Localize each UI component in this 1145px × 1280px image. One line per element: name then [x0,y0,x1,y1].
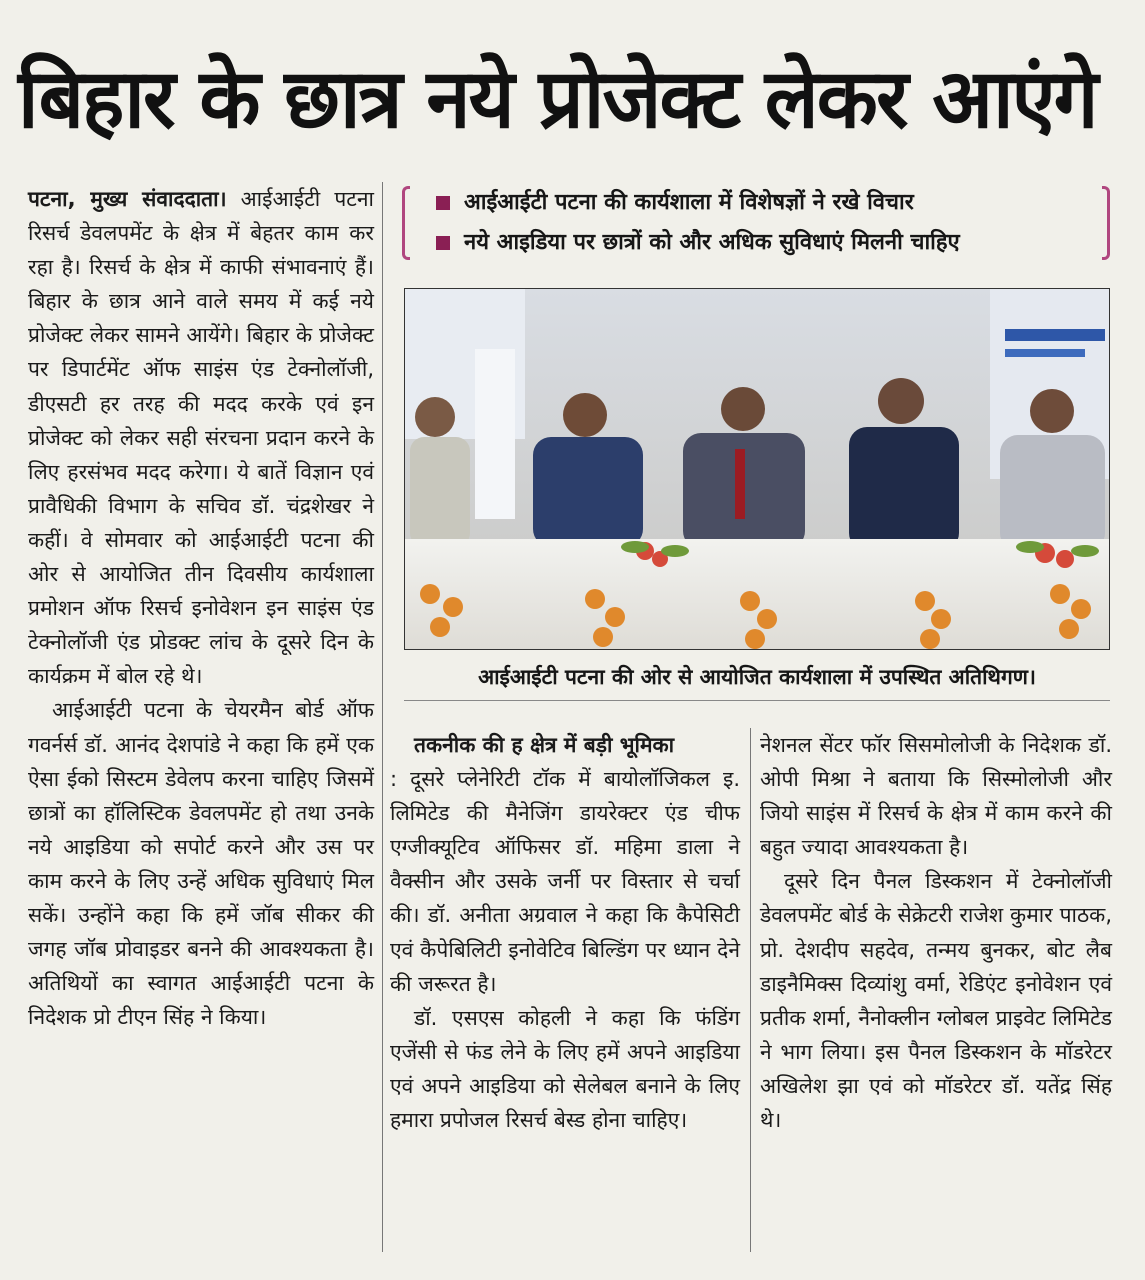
paragraph: आईआईटी पटना के चेयरमैन बोर्ड ऑफ गवर्नर्स डॉ. आनंद देशपांडे ने कहा कि हमें एक ऐसा ईको सिस्टम डेवेलप करना चाहिए जिसमें छात्रों का हॉलिस्टिक डेवलपमेंट हो तथा उनके नये आइडिया को सपोर्ट करने और उस पर काम करने के लिए उन्हें अधिक सुविधाएं मिल सकें। उन्होंने कहा कि हमें जॉब सीकर की जगह जॉब प्रोवाइडर बनने की आवश्यकता है। अतिथियों का स्वागत आईआईटी पटना के निदेशक प्रो टीएन सिंह ने किया। [28,698,374,1030]
paragraph: : दूसरे प्लेनेरिटी टॉक में बायोलॉजिकल इ. लिमिटेड की मैनेजिंग डायरेक्टर एंड चीफ एग्जीक्यूटिव ऑफिसर डॉ. महिमा डाला ने वैक्सीन और उसके जर्नी पर विस्तार से चर्चा की। डॉ. अनीता अग्रवाल ने कहा कि कैपेसिटी एवं कैपेबिलिटी इनोवेटिव बिल्डिंग पर ध्यान देने की जरूरत है। [390,767,740,996]
highlight-text: आईआईटी पटना की कार्यशाला में विशेषज्ञों ने रखे विचार [464,190,914,215]
paragraph [28,182,374,693]
paragraph: नेशनल सेंटर फॉर सिसमोलोजी के निदेशक डॉ. ओपी मिश्रा ने बताया कि सिस्मोलोजी और जियो साइंस में रिसर्च के क्षेत्र में काम करने की बहुत ज्यादा आवश्यकता है। [760,733,1112,860]
headline: बिहार के छात्र नये प्रोजेक्ट लेकर आएंगे [18,52,1097,147]
highlight-item [436,184,914,222]
article-column-right [760,728,1112,1137]
event-photo-illustration [405,289,1110,650]
photo-caption: आईआईटी पटना की ओर से आयोजित कार्यशाला में उपस्थित अतिथिगण। [478,665,1036,689]
bullet-square-icon [436,196,450,210]
subheading: तकनीक की ह क्षेत्र में बड़ी भूमिका [414,733,675,757]
bracket-left-icon [402,186,410,260]
paragraph: डॉ. एसएस कोहली ने कहा कि फंडिंग एजेंसी से फंड लेने के लिए हमें अपने आइडिया एवं अपने आइडिया को सेलेबल बनाने के लिए हमारा प्रपोजल रिसर्च बेस्ड होना चाहिए। [390,1005,740,1133]
highlight-item [436,224,960,262]
byline: पटना, मुख्य संवाददाता। [28,187,227,211]
article-column-left [28,182,374,1034]
paragraph: दूसरे दिन पैनल डिस्कशन में टेक्नोलॉजी डेवलपमेंट बोर्ड के सेक्रेटरी राजेश कुमार पाठक, प्रो. देशदीप सहदेव, तन्मय बुनकर, बोट लैब डाइनैमिक्स दिव्यांशु वर्मा, रेडिएंट इनोवेशन एवं प्रतीक शर्मा, नैनोक्लीन ग्लोबल प्राइवेट लिमिटेड ने भाग लिया। इस पैनल डिस्कशन के मॉडरेटर अखिलेश झा एवं को मॉडरेटर डॉ. यतेंद्र सिंह थे। [760,869,1112,1133]
caption-divider [404,700,1110,701]
paragraph-text: आईआईटी पटना रिसर्च डेवलपमेंट के क्षेत्र में बेहतर काम कर रहा है। रिसर्च के क्षेत्र में काफी संभावनाएं हैं। बिहार के छात्र आने वाले समय में कई नये प्रोजेक्ट लेकर सामने आयेंगे। बिहार के प्रोजेक्ट पर डिपार्टमेंट ऑफ साइंस एंड टेक्नोलॉजी, डीएसटी हर तरह की मदद करके एवं इन प्रोजेक्ट को लेकर सही संरचना प्रदान करने के लिए हरसंभव मदद करेगा। ये बातें विज्ञान एवं प्रावैधिकी विभाग के सचिव डॉ. चंद्रशेखर ने कहीं। वे सोमवार को आईआईटी पटना की ओर से आयोजित तीन दिवसीय कार्यशाला प्रमोशन ऑफ रिसर्च इनोवेशन इन साइंस एंड टेक्नोलॉजी एंड प्रोडक्ट लांच के दूसरे दिन के कार्यक्रम में बोल रहे थे। [28,187,374,689]
event-photo [404,288,1110,650]
bracket-right-icon [1102,186,1110,260]
article-column-middle [390,728,740,1137]
highlights-box [400,182,1112,272]
bullet-square-icon [436,236,450,250]
column-divider [382,182,383,1252]
column-divider [750,728,751,1252]
highlight-text: नये आइडिया पर छात्रों को और अधिक सुविधाएं मिलनी चाहिए [464,230,960,255]
